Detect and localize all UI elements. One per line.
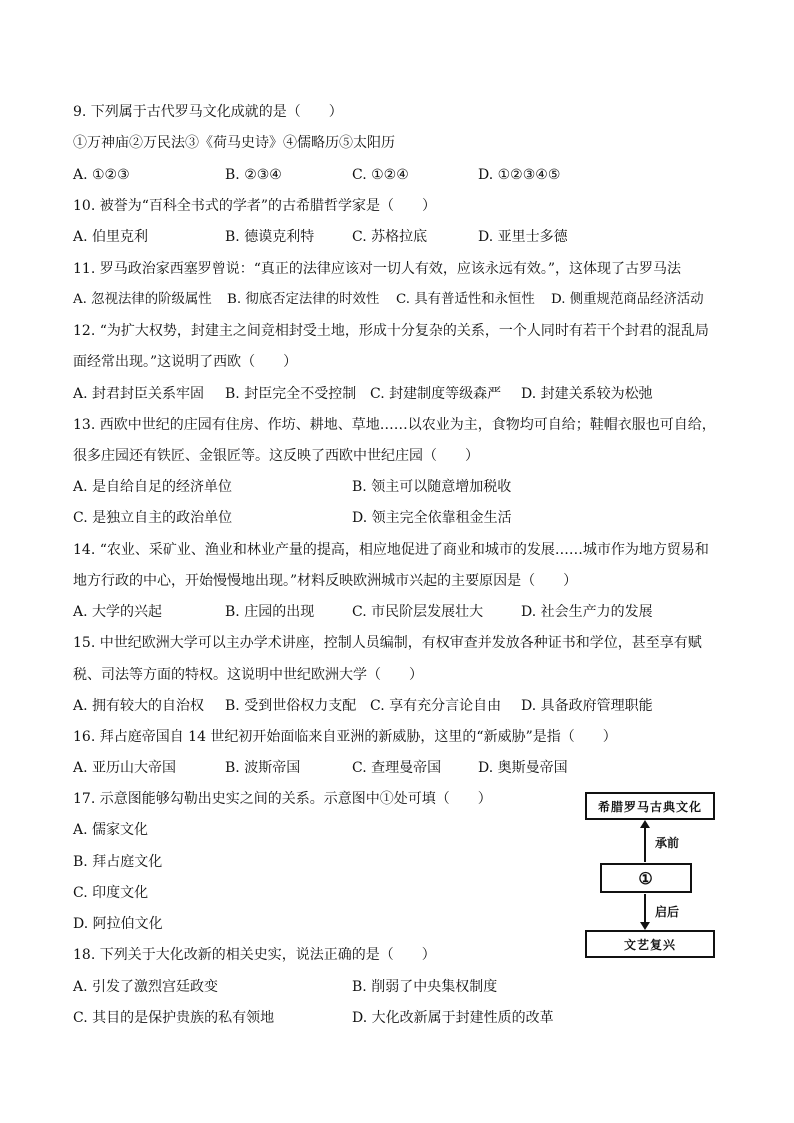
question-16-stem: 16. 拜占庭帝国自 14 世纪初开始面临来自亚洲的新威胁，这里的“新威胁”是指（ ） xyxy=(73,729,617,745)
option-b[interactable]: B. 德谟克利特 xyxy=(225,229,315,245)
question-14-stem: 14. “农业、采矿业、渔业和林业产量的提高，相应地促进了商业和城市的发展……城市作为地方贸易和 xyxy=(73,542,709,558)
option-d[interactable]: D. ①②③④⑤ xyxy=(478,167,561,183)
diagram-middle-box: ① xyxy=(600,863,692,893)
diagram-top-box: 希腊罗马古典文化 xyxy=(585,792,715,820)
question-13-stem-line2: 很多庄园还有铁匠、金银匠等。这反映了西欧中世纪庄园（ ） xyxy=(73,448,479,464)
relationship-diagram xyxy=(583,792,721,960)
question-17-stem: 17. 示意图能够勾勒出史实之间的关系。示意图中①处可填（ ） xyxy=(73,791,492,807)
option-a[interactable]: A. 是自给自足的经济单位 xyxy=(73,479,233,495)
option-a[interactable]: A. 亚历山大帝国 xyxy=(73,760,177,776)
question-11-stem: 11. 罗马政治家西塞罗曾说：“真正的法律应该对一切人有效，应该永远有效。”，这体现了古罗马法 xyxy=(73,261,682,277)
question-18-stem: 18. 下列关于大化改新的相关史实，说法正确的是（ ） xyxy=(73,947,436,963)
question-14-stem-line2: 地方行政的中心，开始慢慢地出现。”材料反映欧洲城市兴起的主要原因是（ ） xyxy=(73,573,578,589)
option-d[interactable]: D. 具备政府管理职能 xyxy=(521,698,653,714)
option-a[interactable]: A. 引发了激烈宫廷政变 xyxy=(73,979,219,995)
option-c[interactable]: C. 查理曼帝国 xyxy=(352,760,442,776)
question-15-stem: 15. 中世纪欧洲大学可以主办学术讲座，控制人员编制，有权审查并发放各种证书和学位，甚至享有赋 xyxy=(73,635,702,651)
question-13-stem: 13. 西欧中世纪的庄园有住房、作坊、耕地、草地……以农业为主，食物均可自给；鞋帽衣服也可自给， xyxy=(73,417,716,433)
option-d[interactable]: D. 封建关系较为松弛 xyxy=(521,386,653,402)
option-a[interactable]: A. 封君封臣关系牢固 xyxy=(73,386,205,402)
diagram-bottom-box: 文艺复兴 xyxy=(585,930,715,958)
option-b[interactable]: B. 削弱了中央集权制度 xyxy=(352,979,498,995)
question-17-option-c[interactable]: C. 印度文化 xyxy=(73,885,149,901)
option-c[interactable]: C. 享有充分言论自由 xyxy=(370,698,502,714)
question-17-option-a[interactable]: A. 儒家文化 xyxy=(73,822,149,838)
option-a[interactable]: A. ①②③ xyxy=(73,167,130,183)
option-c[interactable]: C. 其目的是保护贵族的私有领地 xyxy=(73,1010,275,1026)
option-c[interactable]: C. 是独立自主的政治单位 xyxy=(73,510,233,526)
down-arrow-head-icon xyxy=(640,922,650,930)
question-12-stem: 12. “为扩大权势，封建主之间竞相封受土地，形成十分复杂的关系，一个人同时有若干个封君的混乱局 xyxy=(73,323,709,339)
question-15-stem-line2: 税、司法等方面的特权。这说明中世纪欧洲大学（ ） xyxy=(73,667,423,683)
option-d[interactable]: D. 侧重规范商品经济活动 xyxy=(551,292,704,307)
option-d[interactable]: D. 奥斯曼帝国 xyxy=(478,760,568,776)
option-b[interactable]: B. 封臣完全不受控制 xyxy=(225,386,357,402)
option-c[interactable]: C. 具有普适性和永恒性 xyxy=(396,292,535,307)
option-b[interactable]: B. 彻底否定法律的时效性 xyxy=(227,292,380,307)
question-17-option-b[interactable]: B. 拜占庭文化 xyxy=(73,854,163,870)
option-a[interactable]: A. 忽视法律的阶级属性 xyxy=(73,292,212,307)
question-12-stem-line2: 面经常出现。”这说明了西欧（ ） xyxy=(73,354,298,370)
option-a[interactable]: A. 大学的兴起 xyxy=(73,604,163,620)
option-c[interactable]: C. 苏格拉底 xyxy=(352,229,428,245)
option-b[interactable]: B. 波斯帝国 xyxy=(225,760,301,776)
option-b[interactable]: B. 庄园的出现 xyxy=(225,604,315,620)
option-b[interactable]: B. 受到世俗权力支配 xyxy=(225,698,357,714)
option-b[interactable]: B. 领主可以随意增加税收 xyxy=(352,479,512,495)
question-17-option-d[interactable]: D. 阿拉伯文化 xyxy=(73,916,163,932)
question-9-stem: 9. 下列属于古代罗马文化成就的是（ ） xyxy=(73,104,343,120)
question-9-stem-line2: ①万神庙②万民法③《荷马史诗》④儒略历⑤太阳历 xyxy=(73,135,395,151)
question-10-stem: 10. 被誉为“百科全书式的学者”的古希腊哲学家是（ ） xyxy=(73,198,437,214)
option-a[interactable]: A. 伯里克利 xyxy=(73,229,149,245)
option-c[interactable]: C. 封建制度等级森严 xyxy=(370,386,502,402)
option-c[interactable]: C. ①②④ xyxy=(352,167,409,183)
option-c[interactable]: C. 市民阶层发展壮大 xyxy=(352,604,484,620)
option-b[interactable]: B. ②③④ xyxy=(225,167,282,183)
option-d[interactable]: D. 大化改新属于封建性质的改革 xyxy=(352,1010,554,1026)
option-d[interactable]: D. 亚里士多德 xyxy=(478,229,568,245)
down-arrow-label: 启后 xyxy=(655,905,680,919)
option-d[interactable]: D. 领主完全依靠租金生活 xyxy=(352,510,512,526)
option-d[interactable]: D. 社会生产力的发展 xyxy=(521,604,653,620)
up-arrow-label: 承前 xyxy=(655,836,680,850)
up-arrow-head-icon xyxy=(640,820,650,828)
option-a[interactable]: A. 拥有较大的自治权 xyxy=(73,698,205,714)
